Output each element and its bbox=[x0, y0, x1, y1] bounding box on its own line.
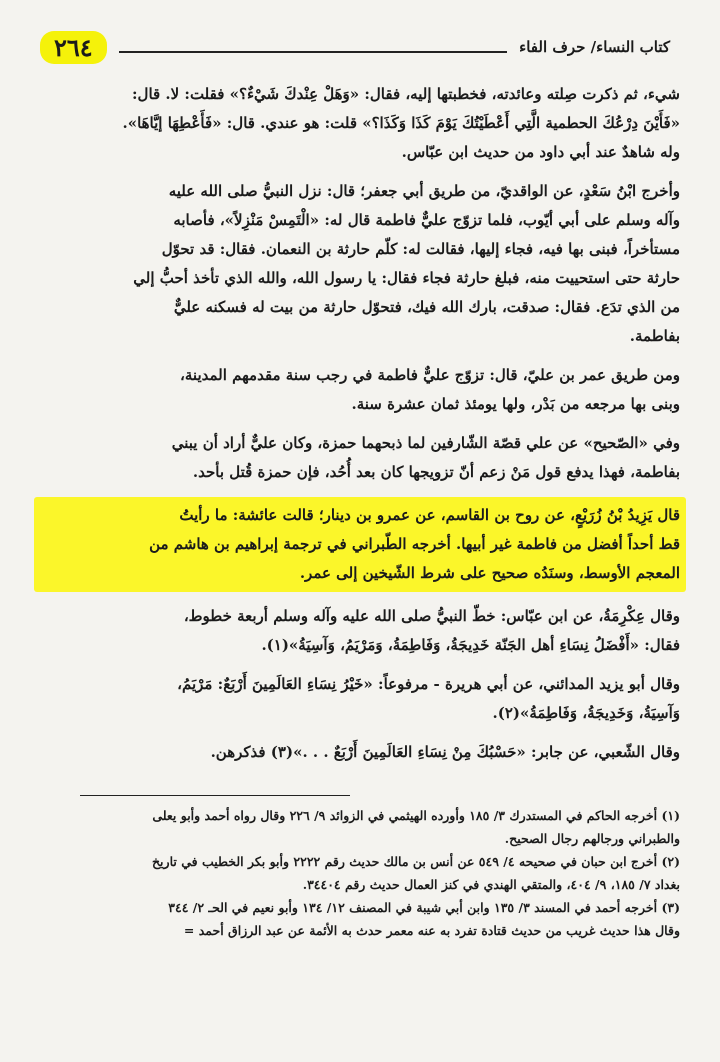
header-rule bbox=[119, 51, 508, 53]
text-line: ومن طريق عمر بن عليّ، قال: تزوّج عليٌّ فاطمة في رجب سنة مقدمهم المدينة، bbox=[180, 366, 680, 384]
page-header bbox=[40, 30, 680, 64]
text-line: وقال عِكْرِمَةُ، عن ابن عبّاس: خطّ النبيُّ صلى الله عليه وآله وسلم أربعة خطوط، bbox=[183, 607, 680, 625]
text-line: وبنى بها مرجعه من بَدْر، ولها يومئذ ثمان عشرة سنة. bbox=[351, 395, 680, 413]
footnote-line: بغداد ٧/ ١٨٥، ٩/ ٤٠٤، والمتقي الهندي في كنز العمال حديث رقم ٣٤٤٠٤. bbox=[302, 877, 680, 892]
text-line: وفي «الصّحيح» عن علي قصّة الشّارفين لما ذبحهما حمزة، وكان عليٌّ أراد أن يبني bbox=[171, 434, 680, 452]
text-line: وقال الشّعبي، عن جابر: «حَسْبُكَ مِنْ نِسَاءِ العَالَمِينَ أَرْبَعٌ . . .»(٣) فذكرهن. bbox=[210, 743, 680, 761]
text-line: قال يَزِيدُ بْنُ زُرَيْعٍ، عن روح بن القاسم، عن عمرو بن دينار؛ قالت عائشة: ما رأيتُ bbox=[179, 506, 680, 524]
text-line: وله شاهدٌ عند أبي داود من حديث ابن عبّاس. bbox=[401, 143, 680, 161]
page-title: كتاب النساء/ حرف الفاء bbox=[519, 38, 670, 56]
footnote-line: (٢) أخرج ابن حبان في صحيحه ٤/ ٥٤٩ عن أنس بن مالك حديث رقم ٢٢٢٢ وأبو بكر الخطيب في تاريخ bbox=[151, 854, 680, 869]
text-line: وقال أبو يزيد المدائني، عن أبي هريرة - مرفوعاً: «خَيْرُ نِسَاءِ العَالَمِينَ أَرْبَعٌ: مَرْيَمُ، bbox=[177, 675, 680, 693]
paragraph bbox=[40, 670, 680, 728]
text-line: حارثة حتى استحييت منه، فبلغ حارثة فجاء فقال: يا رسول الله، والله الذي تأخذ أحبُّ إلي bbox=[133, 269, 680, 287]
footnote-line: (٣) أخرجه أحمد في المسند ٣/ ١٣٥ وابن أبي شيبة في المصنف ١٢/ ١٣٤ وأبو نعيم في الحـ ٢/ ٣٤٤ bbox=[168, 900, 680, 915]
text-line: بفاطمة. bbox=[629, 327, 680, 345]
text-line: «فَأَيْنَ دِرْعُكَ الحطمية الَّتِي أَعْطَيْتُكَ يَوْمَ كَذَا وَكَذَا؟» قلت: هو عندي. قال: «فَأَعْطِهَا إيَّاهَا». bbox=[122, 114, 680, 132]
footnote-line: وقال هذا حديث غريب من حديث قتادة تفرد به عنه معمر حدث به الأئمة عن عبد الرزاق أحمد = bbox=[183, 923, 680, 938]
text-line: وآله وسلم على أبي أيّوب، فلما تزوّج عليٌّ فاطمة قال له: «الْتَمِسْ مَنْزِلاً»، فأصابه bbox=[173, 211, 680, 229]
body-text bbox=[40, 80, 680, 767]
text-line: من الذي تدَع. فقال: صدقت، بارك الله فيك، فتحوّل حارثة من بيت له فسكنه عليٌّ bbox=[173, 298, 680, 316]
text-line: شيء، ثم ذكرت صِلته وعائدته، فخطبتها إليه، فقال: «وَهَلْ عِنْدكَ شَيْءٌ؟» فقلت: لا. قال: bbox=[132, 85, 680, 103]
paragraph bbox=[40, 361, 680, 419]
text-line: فقال: «أَفْضَلُ نِسَاءِ أهل الجَنّة خَدِيجَةُ، وَفَاطِمَةُ، وَمَرْيَمُ، وَآسِيَةُ»(١). bbox=[261, 636, 680, 654]
footnote-line: (١) أخرجه الحاكم في المستدرك ٣/ ١٨٥ وأورده الهيثمي في الزوائد ٩/ ٢٢٦ وقال رواه أحمد وأبو يعلى bbox=[152, 808, 680, 823]
highlighted-paragraph bbox=[34, 497, 686, 592]
paragraph bbox=[40, 738, 680, 767]
paragraph bbox=[40, 429, 680, 487]
footnote-divider bbox=[80, 795, 350, 796]
text-line: وأخرج ابْنُ سَعْدٍ، عن الواقديّ، من طريق أبي جعفر؛ قال: نزل النبيُّ صلى الله عليه bbox=[168, 182, 680, 200]
footnote-line: والطبراني ورجالهم رجال الصحيح. bbox=[504, 831, 680, 846]
paragraph bbox=[40, 602, 680, 660]
footnotes bbox=[40, 804, 680, 942]
paragraph bbox=[40, 80, 680, 167]
text-line: قط أحداً أفضل من فاطمة غير أبيها. أخرجه الطّبراني في ترجمة إبراهيم بن هاشم من bbox=[149, 535, 680, 553]
text-line: بفاطمة، فهذا يدفع قول مَنْ زعم أنّ تزويجها كان بعد أُحُد، فإن حمزة قُتل بأحد. bbox=[192, 463, 680, 481]
paragraph bbox=[40, 177, 680, 351]
text-line: وَآسِيَةُ، وَخَدِيجَةُ، وَفَاطِمَةُ»(٢). bbox=[492, 704, 680, 722]
text-line: مستأخراً، فبنى بها فيه، فجاء إليها، فقالت له: كلّم حارثة بن النعمان. فقال: قد تحوّل bbox=[161, 240, 680, 258]
page-number: ٢٦٤ bbox=[40, 31, 107, 64]
text-line: المعجم الأوسط، وسنَدُه صحيح على شرط الشّيخين إلى عمر. bbox=[299, 564, 680, 582]
